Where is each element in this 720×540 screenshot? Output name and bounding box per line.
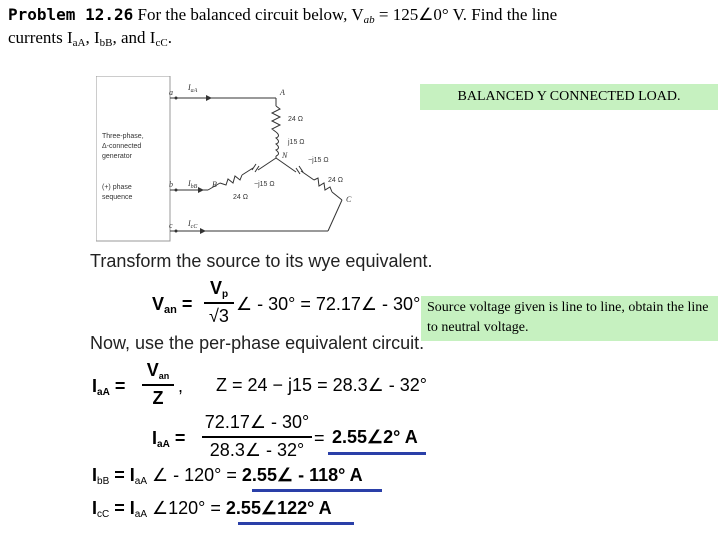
problem-statement-line2 (8, 27, 172, 54)
reactance-c-value: −j15 Ω (308, 157, 329, 164)
ic-result-underline (238, 522, 354, 525)
node-a: a (169, 88, 173, 97)
ia2-fraction-denominator: 28.3∠ - 32° (209, 440, 305, 460)
ib-result-underline (252, 489, 382, 492)
ia2-fraction-numerator: 72.17∠ - 30° (204, 412, 310, 432)
reactance-b-value: −j15 Ω (254, 181, 275, 188)
ia-subscript: aA (72, 37, 86, 49)
sequence-desc-1: (+) phase (102, 184, 132, 191)
period: . (167, 28, 172, 47)
van-fraction-denominator: √3 (209, 306, 229, 326)
source-desc-3: generator (102, 153, 132, 160)
separator: , I (85, 28, 100, 47)
node-b: b (169, 180, 173, 189)
ia-label: $I_{aA}$ = (92, 376, 126, 398)
van-label: $V_{an}$ = (152, 294, 193, 316)
ia-fraction-denominator: Z (152, 388, 164, 408)
vab-subscript: ab (363, 14, 375, 26)
resistor-b-value: 24 Ω (233, 194, 248, 201)
ib-subscript: bB (99, 37, 113, 49)
van-fraction-numerator: $V_p$ (209, 278, 229, 300)
ic-subscript: cC (155, 37, 168, 49)
node-B: B (212, 180, 217, 189)
source-desc-2: Δ-connected (102, 143, 142, 150)
node-C: C (346, 195, 352, 204)
source-desc-1: Three-phase, (102, 133, 144, 140)
van-fraction-bar (204, 302, 234, 304)
circuit-diagram (96, 76, 366, 246)
current-b-label: $I_{bB}$ (188, 179, 198, 190)
ia2-fraction-bar (202, 436, 312, 438)
van-result: ∠ - 30° = 72.17∠ - 30° (236, 294, 421, 314)
problem-text-1: For the balanced circuit below, V (137, 5, 364, 24)
load-type-note: BALANCED Y CONNECTED LOAD. (420, 84, 718, 110)
step1-text: Transform the source to its wye equivalent. (90, 251, 433, 271)
node-A: A (280, 88, 285, 97)
resistor-c-value: 24 Ω (328, 177, 343, 184)
node-N: N (282, 151, 288, 160)
problem-label: Problem 12.26 (8, 5, 134, 24)
ia-fraction-bar (142, 384, 174, 386)
ic-equation: $I_{cC} = I_{aA}$ ∠120° = 2.55∠122° A (92, 498, 332, 520)
problem-text-1-tail: = 125∠0° V. Find the line (374, 5, 558, 24)
comma: , (178, 376, 184, 396)
reactance-a-value: j15 Ω (288, 139, 305, 146)
current-c-label: $I_{cC}$ (188, 219, 198, 230)
source-voltage-note: Source voltage given is line to line, obtain the line to neutral voltage. (421, 296, 718, 341)
step2-text: Now, use the per-phase equivalent circuit. (90, 333, 425, 353)
ia-result-underline (328, 452, 426, 455)
resistor-a-value: 24 Ω (288, 116, 303, 123)
current-a-label: $I_{aA}$ (188, 83, 198, 94)
ia2-label: $I_{aA}$ = (152, 428, 186, 450)
node-c: c (169, 221, 173, 230)
sequence-desc-2: sequence (102, 194, 133, 201)
ia-fraction-numerator: $V_{an}$ (146, 360, 170, 381)
ia-result: 2.55∠2° A (332, 427, 418, 447)
problem-text-2: currents I (8, 28, 73, 47)
impedance-equation: Z = 24 − j15 = 28.3∠ - 32° (216, 375, 427, 395)
ib-equation: $I_{bB} = I_{aA}$ ∠ - 120° = 2.55∠ - 118° A (92, 465, 363, 487)
separator: , and I (112, 28, 156, 47)
ia2-equals: = (314, 428, 325, 448)
